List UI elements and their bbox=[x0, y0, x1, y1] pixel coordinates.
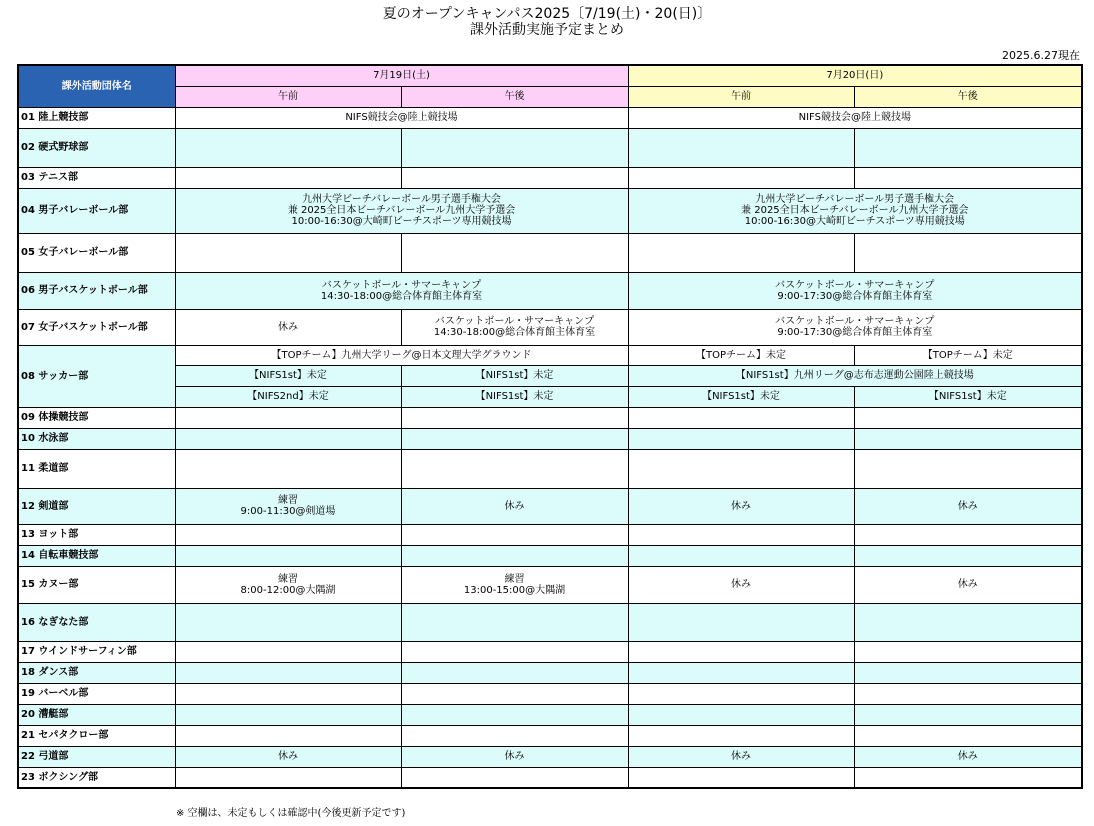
schedule-cell bbox=[628, 683, 854, 704]
schedule-cell bbox=[175, 428, 401, 449]
club-name: 16 なぎなた部 bbox=[18, 603, 175, 641]
table-row bbox=[18, 365, 1082, 386]
schedule-cell bbox=[628, 524, 854, 545]
schedule-cell bbox=[628, 449, 854, 488]
schedule-cell bbox=[401, 309, 628, 345]
table-row bbox=[18, 107, 1082, 128]
footnote: ※ 空欄は、未定もしくは確認中(今後更新予定です) bbox=[176, 808, 406, 819]
schedule-cell bbox=[628, 428, 854, 449]
club-name: 02 硬式野球部 bbox=[18, 128, 175, 167]
schedule-cell bbox=[401, 767, 628, 788]
header-day2-am: 午前 bbox=[628, 86, 854, 107]
schedule-cell bbox=[175, 188, 628, 233]
schedule-cell: 休み bbox=[401, 746, 628, 767]
club-name: 15 カヌー部 bbox=[18, 566, 175, 603]
schedule-cell bbox=[401, 603, 628, 641]
table-row bbox=[18, 167, 1082, 188]
schedule-cell bbox=[854, 641, 1082, 662]
schedule-cell bbox=[854, 449, 1082, 488]
schedule-cell bbox=[175, 767, 401, 788]
schedule-cell bbox=[854, 683, 1082, 704]
schedule-cell: 休み bbox=[628, 566, 854, 603]
club-name: 09 体操競技部 bbox=[18, 407, 175, 428]
club-name: 17 ウインドサーフィン部 bbox=[18, 641, 175, 662]
schedule-cell: 【TOPチーム】未定 bbox=[854, 345, 1082, 365]
club-name: 05 女子バレーボール部 bbox=[18, 233, 175, 272]
schedule-table bbox=[17, 64, 1083, 789]
schedule-cell bbox=[175, 167, 401, 188]
club-name: 10 水泳部 bbox=[18, 428, 175, 449]
schedule-cell bbox=[628, 767, 854, 788]
schedule-cell bbox=[854, 603, 1082, 641]
table-row bbox=[18, 746, 1082, 767]
table-row bbox=[18, 128, 1082, 167]
schedule-cell: 【NIFS1st】未定 bbox=[628, 386, 854, 407]
schedule-text: 練習 8:00-12:00@大隅湖 bbox=[240, 573, 336, 596]
schedule-cell: 【NIFS1st】未定 bbox=[854, 386, 1082, 407]
table-row bbox=[18, 524, 1082, 545]
schedule-cell: 【NIFS1st】未定 bbox=[175, 365, 401, 386]
table-row bbox=[18, 428, 1082, 449]
schedule-cell bbox=[401, 662, 628, 683]
schedule-cell bbox=[628, 725, 854, 746]
table-row bbox=[18, 662, 1082, 683]
schedule-cell bbox=[628, 641, 854, 662]
schedule-text: バスケットボール・サマーキャンプ 9:00-17:30@総合体育館主体育室 bbox=[775, 316, 935, 338]
schedule-cell bbox=[175, 449, 401, 488]
schedule-cell: 【NIFS1st】未定 bbox=[401, 365, 628, 386]
schedule-cell bbox=[628, 662, 854, 683]
club-name: 19 バーベル部 bbox=[18, 683, 175, 704]
schedule-cell: 【NIFS1st】九州リーグ@志布志運動公園陸上競技場 bbox=[628, 365, 1082, 386]
header-day2: 7月20日(日) bbox=[628, 65, 1082, 86]
table-row bbox=[18, 767, 1082, 788]
schedule-text: バスケットボール・サマーキャンプ 9:00-17:30@総合体育館主体育室 bbox=[775, 279, 935, 302]
schedule-cell: 休み bbox=[854, 566, 1082, 603]
club-name: 04 男子バレーボール部 bbox=[18, 188, 175, 233]
schedule-cell bbox=[175, 233, 401, 272]
schedule-cell bbox=[628, 167, 854, 188]
page-title: 夏のオープンキャンパス2025〔7/19(土)・20(日)〕 bbox=[382, 6, 712, 22]
schedule-cell bbox=[854, 128, 1082, 167]
table-row bbox=[18, 488, 1082, 524]
schedule-cell: NIFS競技会@陸上競技場 bbox=[628, 107, 1082, 128]
table-row bbox=[18, 188, 1082, 233]
schedule-cell: 【NIFS1st】未定 bbox=[401, 386, 628, 407]
schedule-cell bbox=[401, 641, 628, 662]
schedule-cell bbox=[175, 488, 401, 524]
schedule-cell bbox=[175, 128, 401, 167]
schedule-text: 練習 13:00-15:00@大隅湖 bbox=[463, 573, 566, 596]
schedule-cell: 休み bbox=[401, 488, 628, 524]
schedule-text: バスケットボール・サマーキャンプ 14:30-18:00@総合体育館主体育室 bbox=[433, 316, 596, 338]
schedule-text: 九州大学ビーチバレーボール男子選手権大会 兼 2025全日本ビーチバレーボール九州大学予選会 10:00-16:30@大崎町ビーチスポーツ専用競技場 bbox=[287, 194, 516, 227]
club-name: 12 剣道部 bbox=[18, 488, 175, 524]
schedule-cell: 【NIFS2nd】未定 bbox=[175, 386, 401, 407]
schedule-cell bbox=[175, 603, 401, 641]
schedule-cell bbox=[175, 566, 401, 603]
schedule-cell: 【TOPチーム】未定 bbox=[628, 345, 854, 365]
club-name: 18 ダンス部 bbox=[18, 662, 175, 683]
schedule-cell: NIFS競技会@陸上競技場 bbox=[175, 107, 628, 128]
club-name: 11 柔道部 bbox=[18, 449, 175, 488]
schedule-cell bbox=[175, 725, 401, 746]
schedule-cell bbox=[628, 272, 1082, 309]
schedule-cell bbox=[401, 704, 628, 725]
club-name: 03 テニス部 bbox=[18, 167, 175, 188]
table-row bbox=[18, 545, 1082, 566]
schedule-cell bbox=[175, 524, 401, 545]
schedule-cell bbox=[854, 704, 1082, 725]
schedule-cell bbox=[401, 545, 628, 566]
schedule-cell bbox=[854, 524, 1082, 545]
schedule-cell: 休み bbox=[628, 746, 854, 767]
club-name: 01 陸上競技部 bbox=[18, 107, 175, 128]
club-name: 07 女子バスケットボール部 bbox=[18, 309, 175, 345]
schedule-cell bbox=[854, 233, 1082, 272]
schedule-cell bbox=[175, 683, 401, 704]
club-name: 20 漕艇部 bbox=[18, 704, 175, 725]
schedule-cell bbox=[854, 407, 1082, 428]
schedule-cell bbox=[854, 662, 1082, 683]
schedule-cell bbox=[628, 545, 854, 566]
schedule-cell bbox=[854, 767, 1082, 788]
schedule-text: 練習 9:00-11:30@剣道場 bbox=[240, 495, 336, 517]
as-of-date: 2025.6.27現在 bbox=[1002, 49, 1080, 62]
schedule-cell bbox=[175, 272, 628, 309]
schedule-cell bbox=[401, 407, 628, 428]
table-row bbox=[18, 407, 1082, 428]
schedule-cell: 【TOPチーム】九州大学リーグ@日本文理大学グラウンド bbox=[175, 345, 628, 365]
schedule-cell bbox=[854, 167, 1082, 188]
table-row bbox=[18, 272, 1082, 309]
table-row bbox=[18, 641, 1082, 662]
schedule-cell bbox=[854, 428, 1082, 449]
table-row bbox=[18, 566, 1082, 603]
table-row bbox=[18, 683, 1082, 704]
header-group-name: 課外活動団体名 bbox=[18, 65, 175, 107]
club-name: 21 セパタクロー部 bbox=[18, 725, 175, 746]
schedule-cell bbox=[175, 662, 401, 683]
club-name: 13 ヨット部 bbox=[18, 524, 175, 545]
schedule-cell bbox=[175, 704, 401, 725]
table-row bbox=[18, 603, 1082, 641]
table-row bbox=[18, 233, 1082, 272]
club-name: 22 弓道部 bbox=[18, 746, 175, 767]
page-subtitle: 課外活動実施予定まとめ bbox=[470, 22, 624, 38]
schedule-cell: 休み bbox=[854, 746, 1082, 767]
schedule-cell bbox=[401, 428, 628, 449]
schedule-cell: 休み bbox=[628, 488, 854, 524]
schedule-cell bbox=[628, 188, 1082, 233]
schedule-cell: 休み bbox=[175, 746, 401, 767]
schedule-cell bbox=[401, 566, 628, 603]
schedule-cell bbox=[175, 641, 401, 662]
schedule-cell bbox=[401, 683, 628, 704]
schedule-text: 九州大学ビーチバレーボール男子選手権大会 兼 2025全日本ビーチバレーボール九州大学予選会 10:00-16:30@大崎町ビーチスポーツ専用競技場 bbox=[741, 194, 969, 227]
club-name: 08 サッカー部 bbox=[18, 345, 175, 407]
club-name: 14 自転車競技部 bbox=[18, 545, 175, 566]
header-day1-pm: 午後 bbox=[401, 86, 628, 107]
schedule-cell bbox=[401, 167, 628, 188]
schedule-cell bbox=[401, 725, 628, 746]
schedule-cell bbox=[628, 704, 854, 725]
schedule-cell bbox=[628, 603, 854, 641]
schedule-cell bbox=[628, 407, 854, 428]
schedule-cell bbox=[628, 128, 854, 167]
schedule-cell bbox=[628, 233, 854, 272]
schedule-cell bbox=[401, 524, 628, 545]
schedule-cell bbox=[401, 233, 628, 272]
table-row bbox=[18, 449, 1082, 488]
schedule-cell bbox=[628, 309, 1082, 345]
schedule-cell bbox=[175, 545, 401, 566]
schedule-cell bbox=[401, 449, 628, 488]
table-row bbox=[18, 704, 1082, 725]
table-row bbox=[18, 345, 1082, 365]
header-day1: 7月19日(土) bbox=[175, 65, 628, 86]
table-row bbox=[18, 309, 1082, 345]
schedule-text: バスケットボール・サマーキャンプ 14:30-18:00@総合体育館主体育室 bbox=[320, 279, 483, 302]
schedule-cell bbox=[854, 545, 1082, 566]
schedule-cell: 休み bbox=[175, 309, 401, 345]
club-name: 23 ボクシング部 bbox=[18, 767, 175, 788]
schedule-cell bbox=[854, 725, 1082, 746]
schedule-cell bbox=[175, 407, 401, 428]
header-day1-am: 午前 bbox=[175, 86, 401, 107]
schedule-cell: 休み bbox=[854, 488, 1082, 524]
table-row bbox=[18, 725, 1082, 746]
club-name: 06 男子バスケットボール部 bbox=[18, 272, 175, 309]
header-day2-pm: 午後 bbox=[854, 86, 1082, 107]
schedule-cell bbox=[401, 128, 628, 167]
table-row bbox=[18, 386, 1082, 407]
